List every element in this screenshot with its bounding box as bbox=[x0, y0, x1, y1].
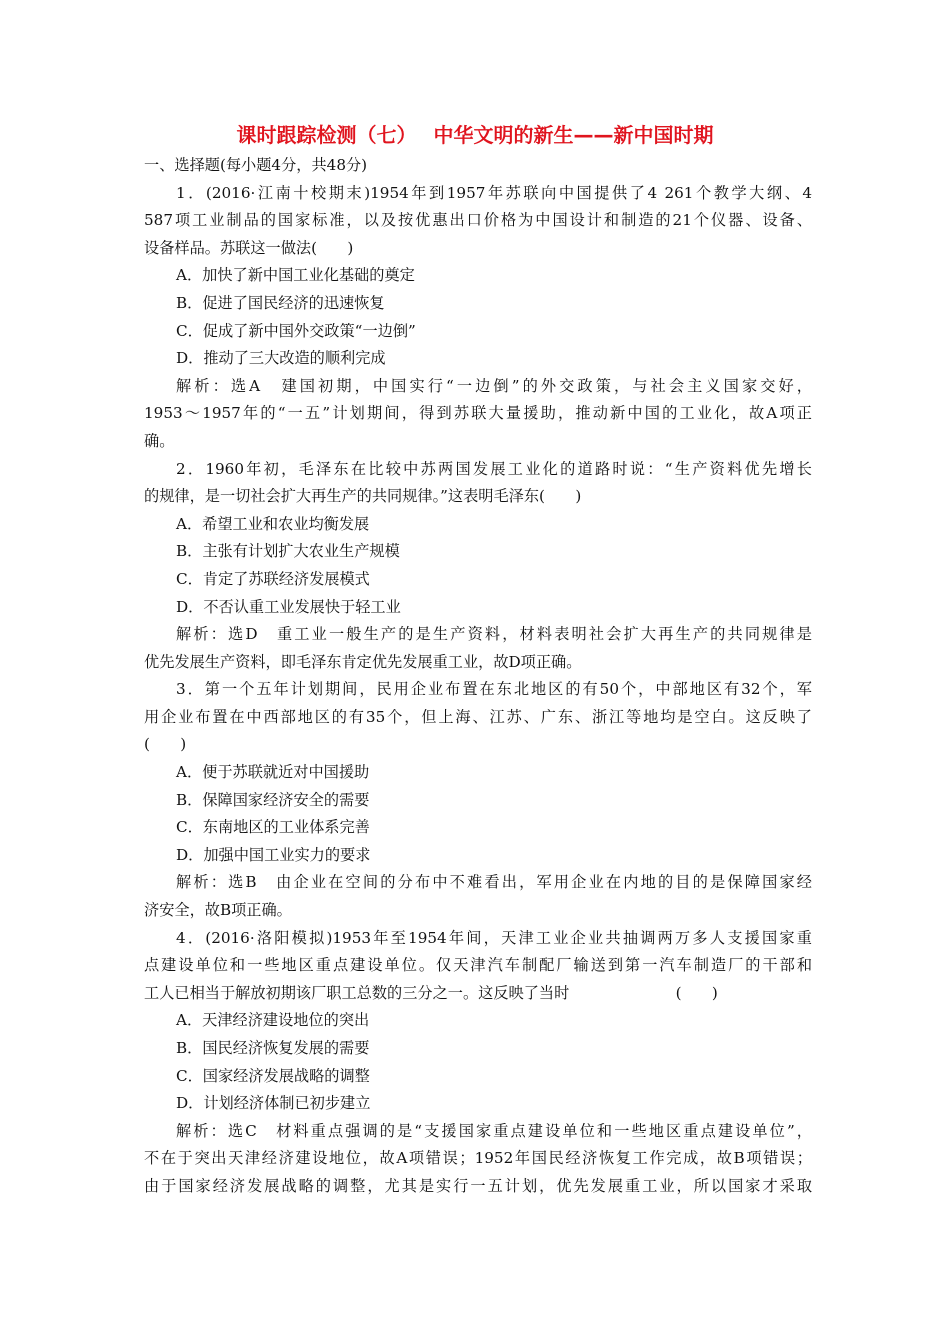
question-3 bbox=[144, 676, 812, 924]
option-d: D．加强中国工业实力的要求 bbox=[176, 845, 371, 864]
option-c: C．东南地区的工业体系完善 bbox=[176, 818, 370, 837]
analysis-line: 1953～1957年的“一五”计划期间，得到苏联大量援助，推动新中国的工业化，故A项正 bbox=[144, 404, 812, 423]
option-d: D．推动了三大改造的顺利完成 bbox=[176, 349, 386, 368]
analysis-line: 不在于突出天津经济建设地位，故A项错误；1952年国民经济恢复工作完成，故B项错误； bbox=[144, 1149, 812, 1168]
analysis-line: 由于国家经济发展战略的调整，尤其是实行一五计划，优先发展重工业，所以国家才采取 bbox=[144, 1176, 812, 1195]
question-stem-line: 设备样品。苏联这一做法( ) bbox=[144, 238, 354, 257]
question-stem-line: 的规律，是一切社会扩大再生产的共同规律。”这表明毛泽东( ) bbox=[144, 487, 582, 506]
question-stem-line: 工人已相当于解放初期该厂职工总数的三分之一。这反映了当时 ( ) bbox=[144, 983, 718, 1002]
question-4 bbox=[144, 925, 812, 1201]
question-stem-line: 587项工业制品的国家标准，以及按优惠出口价格为中国设计和制造的21个仪器、设备、 bbox=[144, 211, 812, 230]
analysis-line: 解析：选A 建国初期，中国实行“一边倒”的外交政策，与社会主义国家交好， bbox=[176, 376, 812, 395]
analysis-line: 济安全，故B项正确。 bbox=[144, 901, 292, 920]
analysis-line: 优先发展生产资料，即毛泽东肯定优先发展重工业，故D项正确。 bbox=[144, 652, 582, 671]
option-b: B．国民经济恢复发展的需要 bbox=[176, 1039, 370, 1057]
option-c: C．肯定了苏联经济发展模式 bbox=[176, 569, 370, 588]
option-c: C．促成了新中国外交政策“一边倒” bbox=[176, 321, 416, 340]
page-title: 课时跟踪检测（七） 中华文明的新生——新中国时期 bbox=[236, 123, 714, 147]
question-1 bbox=[144, 180, 812, 456]
option-b: B．主张有计划扩大农业生产规模 bbox=[176, 542, 400, 561]
option-a: A．希望工业和农业均衡发展 bbox=[176, 514, 370, 533]
option-b: B．促进了国民经济的迅速恢复 bbox=[176, 293, 385, 312]
option-b: B．保障国家经济安全的需要 bbox=[176, 790, 370, 809]
question-stem-line: ( ) bbox=[144, 735, 187, 754]
section-heading: 一、选择题(每小题4分，共48分) bbox=[144, 156, 368, 174]
option-d: D．计划经济体制已初步建立 bbox=[176, 1094, 371, 1113]
question-stem-line: 3．第一个五年计划期间，民用企业布置在东北地区的有50个，中部地区有32个，军 bbox=[176, 680, 812, 699]
option-d: D．不否认重工业发展快于轻工业 bbox=[176, 597, 401, 616]
option-a: A．便于苏联就近对中国援助 bbox=[176, 763, 370, 782]
analysis-line: 解析：选D 重工业一般生产的是生产资料，材料表明社会扩大再生产的共同规律是 bbox=[176, 625, 812, 644]
option-a: A．加快了新中国工业化基础的奠定 bbox=[176, 266, 415, 285]
question-list bbox=[144, 152, 812, 1201]
question-stem-line: 点建设单位和一些地区重点建设单位。仅天津汽车制配厂输送到第一汽车制造厂的干部和 bbox=[144, 956, 812, 975]
question-stem-line: 1．(2016·江南十校期末)1954年到1957年苏联向中国提供了4 261个教学大纲、4 bbox=[176, 183, 812, 202]
option-c: C．国家经济发展战略的调整 bbox=[176, 1066, 370, 1085]
option-a: A．天津经济建设地位的突出 bbox=[176, 1011, 370, 1030]
question-stem-line: 2．1960年初，毛泽东在比较中苏两国发展工业化的道路时说：“生产资料优先增长 bbox=[176, 459, 812, 478]
analysis-line: 解析：选C 材料重点强调的是“支援国家重点建设单位和一些地区重点建设单位”， bbox=[176, 1121, 812, 1140]
analysis-line: 解析：选B 由企业在空间的分布中不难看出，军用企业在内地的目的是保障国家经 bbox=[176, 873, 812, 892]
question-2 bbox=[144, 456, 812, 677]
question-stem-line: 用企业布置在中西部地区的有35个，但上海、江苏、广东、浙江等地均是空白。这反映了 bbox=[144, 707, 812, 726]
question-stem-line: 4．(2016·洛阳模拟)1953年至1954年间，天津工业企业共抽调两万多人支援国家重 bbox=[176, 928, 812, 947]
analysis-line: 确。 bbox=[144, 431, 175, 450]
